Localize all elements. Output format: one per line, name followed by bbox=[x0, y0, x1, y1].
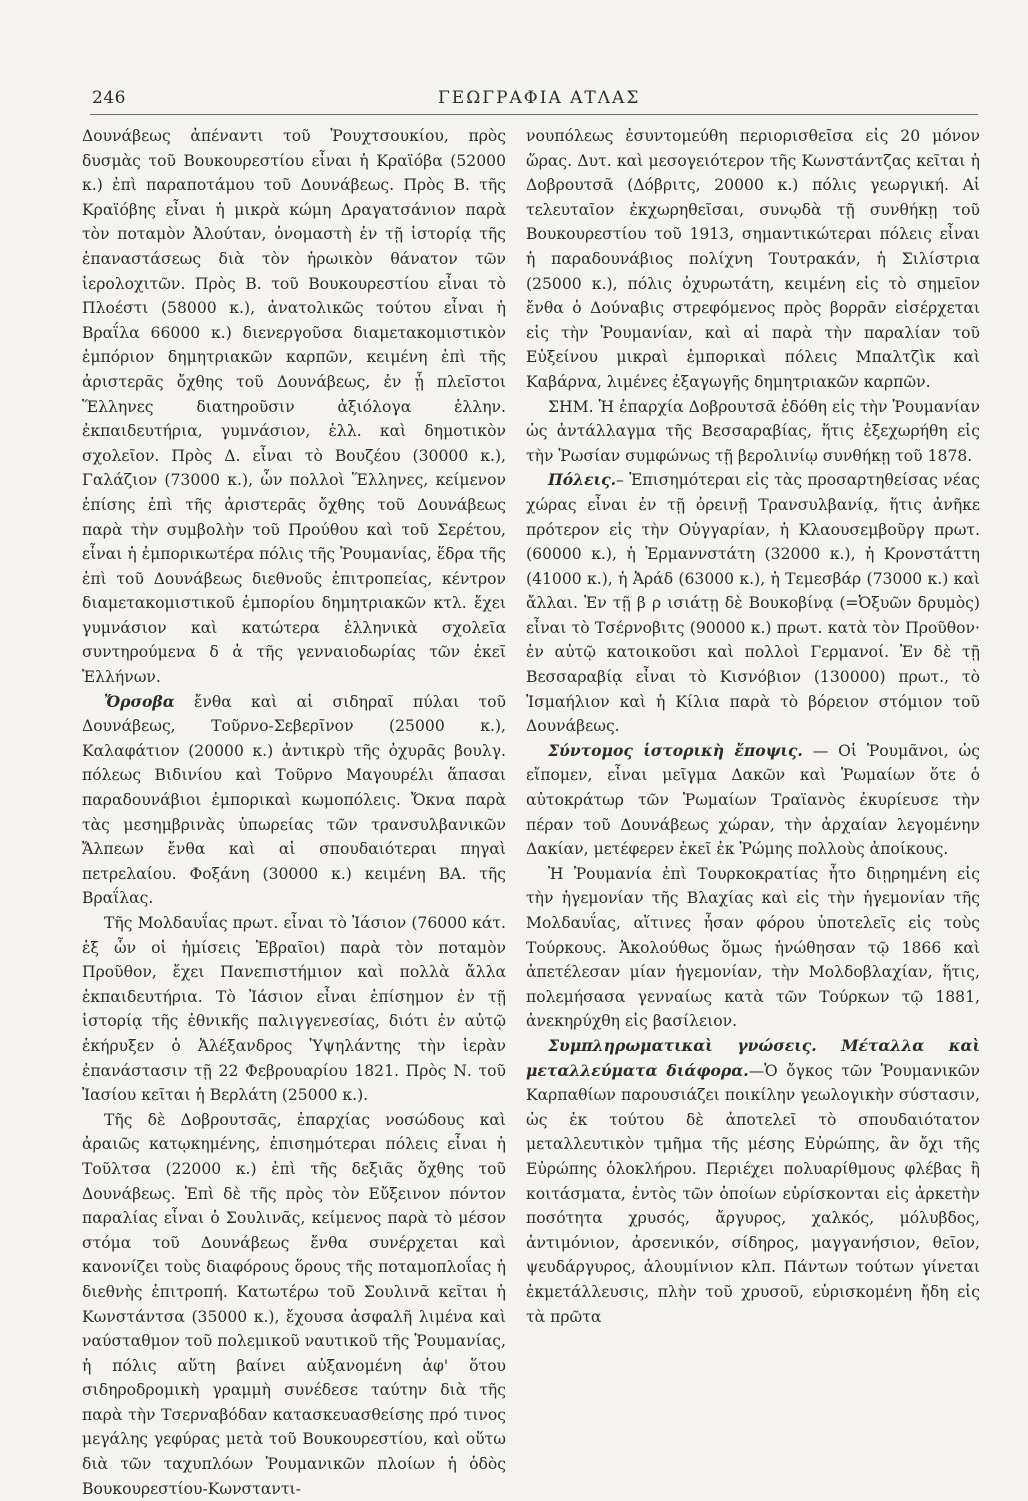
paragraph-text: —Ὁ ὄγκος τῶν Ῥουμανικῶν Καρπαθίων παρουσιάζει ποικίλην γεωλογικὴν σύστασιν, ὡς ἐκ τούτου δὲ ἀποτελεῖ τὸ σπουδαιότατον μεταλλευτικὸν τμῆμα τῆς μέσης Εὐρώπης, ἂν ὄχι τῆς Εὐρώπης ὁλοκλήρου. Περιέχει πολυαρίθμους φλέβας ἢ κοιτάσματα, ἐντὸς τῶν ὁποίων εὑρίσκονται εἰς ἀρκετὴν ποσότητα χρυσός, ἄργυρος, χαλκός, μόλυβδος, ἀντιμόνιον, ἀρσενικόν, σίδηρος, μαγγανήσιον, θεῖον, ψευδάργυρος, ἀλουμίνιον κλπ. Πάντων τούτων γίνεται ἐκμετάλλευσις, πλὴν τοῦ χρυσοῦ, εὑρισκομένη ἤδη εἰς τὰ πρῶτα bbox=[526, 1061, 980, 1326]
header-rule bbox=[90, 114, 978, 115]
paragraph bbox=[526, 1034, 980, 1329]
paragraph-text: — Οἱ Ῥουμᾶνοι, ὡς εἴπομεν, εἶναι μεῖγμα Δακῶν καὶ Ῥωμαίων ὅτε ὁ αὐτοκράτωρ τῶν Ῥωμαίων Τραϊανὸς ἐκυρίευσε τὴν πέραν τοῦ Δουνάβεως χώραν, τὴν ἀρχαίαν λεγομένην Δακίαν, μετέφερεν ἐκεῖ ἐκ Ῥώμης πολλοὺς ἀποίκους. bbox=[526, 741, 980, 859]
paragraph bbox=[526, 739, 980, 862]
paragraph-text: – Ἐπισημότεραι εἰς τὰς προσαρτηθείσας νέας χώρας εἶναι ἐν τῇ ὀρεινῇ Τρανσυλβανίᾳ, ἥτις ἀνῆκε πρότερον εἰς τὴν Οὑγγαρίαν, ἡ Κλαουσεμβοῦργ πρωτ. (60000 κ.), ἡ Ἑρμαννστάτη (32000 κ.), ἡ Κρονστάττη (41000 κ.), ἡ Ἀράδ (63000 κ.), ἡ Τεμεσβάρ (73000 κ.) καὶ ἄλλαι. Ἐν τῇ β ρ ισιάτῃ δὲ Βουκοβίνᾳ (=Ὀξυῶν δρυμὸς) εἶναι τὸ Τσέρνοβιτς (90000 κ.) πρωτ. κατὰ τὸν Προῦθον· ἐν αὐτῷ κατοικοῦσι καὶ πολλοὶ Γερμανοί. Ἐν δὲ τῇ Βεσσαραβίᾳ εἶναι τὸ Κισνόβιον (130000) πρωτ., τὸ Ἰσμαήλιον καὶ ἡ Κίλια παρὰ τὸ βόρειον στόμιον τοῦ Δουνάβεως. bbox=[526, 471, 980, 736]
inline-heading: Σύντομος ἱστορικὴ ἔποψις. bbox=[548, 740, 803, 760]
left-column bbox=[82, 124, 506, 1501]
paragraph bbox=[82, 690, 506, 911]
paragraph: νουπόλεως ἐσυντομεύθη περιορισθεῖσα εἰς 20 μόνον ὥρας. Δυτ. καὶ μεσογειότερον τῆς Κωνστάντζας κεῖται ἡ Δοβρουτσᾶ (Δόβριτς, 20000 κ.) πόλις γεωργική. Αἱ τελευταῖον ἐκχωρηθεῖσαι, συνῳδὰ τῇ συνθήκῃ τοῦ Βουκουρεστίου τοῦ 1913, σημαντικώτεραι πόλεις εἶναι ἡ παραδουνάβιος πολίχνη Τουτρακάν, ἡ Σιλίστρια (25000 κ.), πόλις ὀχυρωτάτη, κειμένη εἰς τὸ σημεῖον ἔνθα ὁ Δούναβις στρεφόμενος πρὸς βορρᾶν εἰσέρχεται εἰς τὴν Ῥουμανίαν, καὶ αἱ παρὰ τὴν παραλίαν τοῦ Εὐξείνου μικραὶ ἐμπορικαὶ πόλεις Μπαλτζὶκ καὶ Καβάρνα, λιμένες ἐξαγωγῆς δημητριακῶν καρπῶν. bbox=[526, 127, 980, 391]
inline-heading: Ὄρσοβα bbox=[104, 691, 175, 711]
page-header bbox=[88, 86, 976, 114]
paragraph: Τῆς δὲ Δοβρουτσᾶς, ἐπαρχίας νοσώδους καὶ ἀραιῶς κατῳκημένης, ἐπισημότεραι πόλεις εἶναι ἡ Τοῦλτσα (22000 κ.) ἐπὶ τῆς δεξιᾶς ὄχθης τοῦ Δουνάβεως. Ἐπὶ δὲ τῆς πρὸς τὸν Εὔξεινον πόντον παραλίας εἶναι ὁ Σουλινᾶς, κείμενος παρὰ τὸ μέσον στόμα τοῦ Δουνάβεως ἔνθα συνέρχεται καὶ κανονίζει τοὺς διαφόρους ὅρους τῆς ποταμοπλοΐας ἡ διεθνὴς ἐπιτροπή. Κατωτέρω τοῦ Σουλινᾶ κεῖται ἡ Κωνστάντσα (35000 κ.), ἔχουσα ἀσφαλῆ λιμένα καὶ ναύσταθμον τοῦ πολεμικοῦ ναυτικοῦ τῆς Ῥουμανίας, ἡ πόλις αὕτη βαίνει αὐξανομένη ἀφ' ὅτου σιδηροδρομικὴ γραμμὴ συνέδεσε ταύτην διὰ τῆς παρὰ τὴν Τσερναβόδαν κατασκευασθείσης πρό τινος μεγάλης γεφύρας μετὰ τοῦ Βουκουρεστίου, καὶ οὕτω διὰ τῶν ταχυπλόων Ῥουμανικῶν πλοίων ἡ ὁδὸς Βουκουρεστίου-Κωνσταντι- bbox=[82, 1110, 506, 1498]
paragraph-text: ἔνθα καὶ αἱ σιδηραῖ πύλαι τοῦ Δουνάβεως, Τοῦρνο-Σεβερῖνον (25000 κ.), Καλαφάτιον (20000 κ.) ἀντικρὺ τῆς ὀχυρᾶς βουλγ. πόλεως Βιδινίου καὶ Τοῦρνο Μαγουρέλι ἅπασαι παραδουνάβιοι ἐμπορικαὶ κωμοπόλεις. Ὄκνα παρὰ τὰς μεσημβρινὰς ὑπωρείας τῶν τρανσυλβανικῶν Ἄλπεων ἔνθα καὶ αἱ σπουδαιότεραι πηγαὶ πετρελαίου. Φοξάνη (30000 κ.) κειμένη ΒΑ. τῆς Βραΐλας. bbox=[82, 692, 506, 908]
paragraph bbox=[526, 468, 980, 739]
inline-heading: Πόλεις. bbox=[548, 470, 617, 490]
running-title: ΓΕΩΓΡΑΦΙΑ ΑΤΛΑΣ bbox=[438, 88, 641, 108]
note-paragraph: ΣΗΜ. Ἡ ἐπαρχία Δοβρουτσᾶ ἐδόθη εἰς τὴν Ῥουμανίαν ὡς ἀντάλλαγμα τῆς Βεσσαραβίας, ἥτις ἐξεχωρήθη εἰς τὴν Ῥωσίαν συμφώνως τῇ βερολινίῳ συνθήκῃ τοῦ 1878. bbox=[526, 397, 980, 465]
right-column bbox=[526, 124, 980, 1329]
page-number: 246 bbox=[92, 88, 126, 108]
inline-heading: Συμπληρωματικαὶ γνώσεις. Μέταλλα καὶ μεταλλεύματα διάφορα. bbox=[526, 1035, 980, 1080]
paragraph: Ἡ Ῥουμανία ἐπὶ Τουρκοκρατίας ἦτο διῃρημένη εἰς τὴν ἡγεμονίαν τῆς Βλαχίας καὶ εἰς τὴν ἡγεμονίαν τῆς Μολδαυΐας, αἵτινες ἦσαν φόρου ὑποτελεῖς εἰς τοὺς Τούρκους. Ἀκολούθως ὅμως ἡνώθησαν τῷ 1866 καὶ ἀπετέλεσαν μίαν ἡγεμονίαν, τὴν Μολδοβλαχίαν, ἥτις, πολεμήσασα γενναίως κατὰ τῶν Τούρκων τῷ 1881, ἀνεκηρύχθη εἰς βασίλειον. bbox=[526, 864, 980, 1031]
paragraph: Δουνάβεως ἀπέναντι τοῦ Ῥουχτσουκίου, πρὸς δυσμὰς τοῦ Βουκουρεστίου εἶναι ἡ Κραϊόβα (52000 κ.) ἐπὶ παραποτάμου τοῦ Δουνάβεως. Πρὸς Β. τῆς Κραϊόβης εἶναι ἡ μικρὰ κώμη Δραγατσάνιον παρὰ τὸν ποταμὸν Ἀλούταν, ὀνομαστὴ ἐν τῇ ἱστορίᾳ τῆς ἐπαναστάσεως διὰ τὸν ἡρωικὸν θάνατον τῶν ἱερολοχιτῶν. Πρὸς Β. τοῦ Βουκουρεστίου εἶναι τὸ Πλοέστι (58000 κ.), ἀνατολικῶς τούτου εἶναι ἡ Βραΐλα 66000 κ.) διενεργοῦσα διαμετακομιστικὸν ἐμπόριον δημητριακῶν καρπῶν, κειμένη ἐπὶ τῆς ἀριστερᾶς ὄχθης τοῦ Δουνάβεως, ἐν ᾗ πλεῖστοι Ἕλληνες διατηροῦσιν ἀξιόλογα ἑλλην. ἐκπαιδευτήρια, γυμνάσιον, ἑλλ. καὶ δημοτικὸν σχολεῖον. Πρὸς Δ. εἶναι τὸ Βουζέου (30000 κ.), Γαλάζιον (73000 κ.), ὧν πολλοὶ Ἕλληνες, κείμενον ἐπίσης ἐπὶ τῆς ἀριστερᾶς ὄχθης τοῦ Δουνάβεως παρὰ τὴν συμβολὴν τοῦ Προύθου καὶ τοῦ Σερέτου, εἶναι ἡ ἐμπορικωτέρα πόλις τῆς Ῥουμανίας, ἕδρα τῆς ἐπὶ τοῦ Δουνάβεως διεθνοῦς ἐπιτροπείας, κέντρον διαμετακομιστικοῦ ἐμπορίου δημητριακῶν κτλ. ἔχει γυμνάσιον καὶ κατώτερα ἑλληνικὰ σχολεῖα συντηρούμενα δ ἀ τῆς γενναιοδωρίας τῶν ἐκεῖ Ἑλλήνων. bbox=[82, 127, 506, 687]
paragraph: Τῆς Μολδαυΐας πρωτ. εἶναι τὸ Ἰάσιον (76000 κάτ. ἐξ ὧν οἱ ἡμίσεις Ἑβραῖοι) παρὰ τὸν ποταμὸν Προῦθον, ἔχει Πανεπιστήμιον καὶ πολλὰ ἄλλα ἐκπαιδευτήρια. Τὸ Ἰάσιον εἶναι ἐπίσημον ἐν τῇ ἱστορίᾳ τῆς ἐθνικῆς παλιγγενεσίας, διότι ἐν αὐτῷ ἐκήρυξεν ὁ Ἀλέξανδρος Ὑψηλάντης τὴν ἱερὰν ἐπανάστασιν τῇ 22 Φεβρουαρίου 1821. Πρὸς Ν. τοῦ Ἰασίου κεῖται ἡ Βερλάτη (25000 κ.). bbox=[82, 914, 506, 1105]
